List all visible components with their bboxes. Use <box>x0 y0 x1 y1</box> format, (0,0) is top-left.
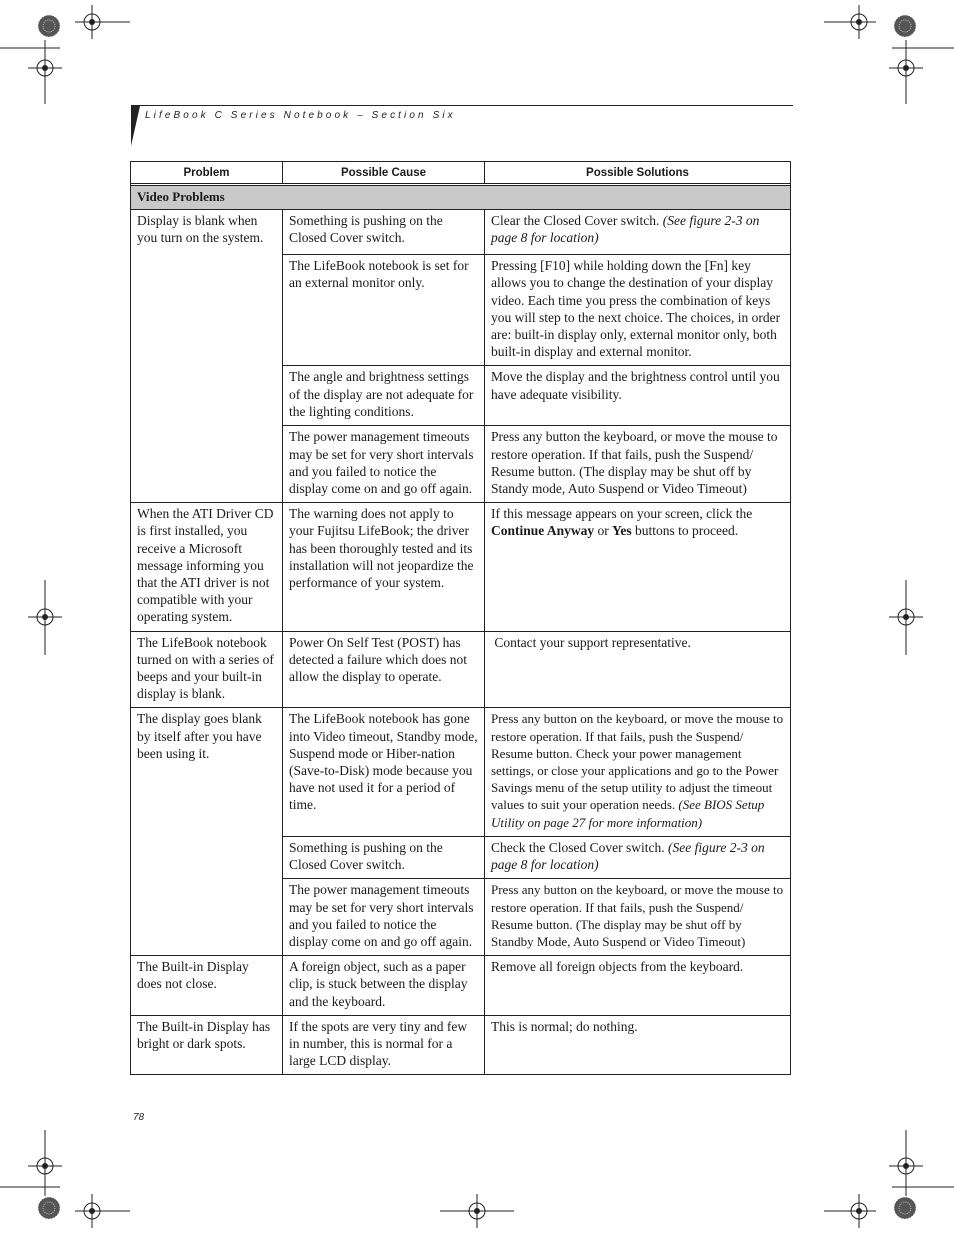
solution-reference: (See figure 2-3 on page 8 for location) <box>491 839 765 873</box>
table-row <box>131 1015 791 1075</box>
cause-cell: A foreign object, such as a paper clip, is stuck between the display and the keyboard. <box>283 956 485 1016</box>
registration-star-icon <box>894 1197 916 1219</box>
solution-text: If this message appears on your screen, click the <box>491 506 753 522</box>
cause-cell: The power management timeouts may be set for very short intervals and you failed to notice the display come on and go off again. <box>283 426 485 503</box>
problem-cell: The LifeBook notebook turned on with a series of beeps and your built-in display is blank. <box>131 631 283 708</box>
section-row <box>131 186 791 210</box>
solution-reference: (See figure 2-3 on page 8 for location) <box>491 213 760 246</box>
header-rule <box>131 105 793 106</box>
cause-cell: The angle and brightness settings of the display are not adequate for the lighting conditions. <box>283 366 485 426</box>
solution-cell: Pressing [F10] while holding down the [Fn] key allows you to change the destination of your display video. Each time you press the combination of keys you will step to the next choice. The choices, in order are: built-in display only, external monitor only, both built-in display and external monitor. <box>485 255 791 366</box>
problem-cell: The display goes blank by itself after you have been using it. <box>131 708 283 956</box>
problem-cell: When the ATI Driver CD is first installed, you receive a Microsoft message informing you that the ATI driver is not compatible with your operating system. <box>131 503 283 631</box>
cause-cell: The LifeBook notebook has gone into Video timeout, Standby mode, Suspend mode or Hiber-nation (Save-to-Disk) mode because you have not used it for a period of time. <box>283 708 485 836</box>
cause-cell: If the spots are very tiny and few in number, this is normal for a large LCD display. <box>283 1015 485 1075</box>
table-header-row <box>131 162 791 184</box>
solution-text: Press any button on the keyboard, or move the mouse to restore operation. If that fails, push the Suspend/ Resume button. Check your power management settings, or close your applications and go to the Power Savings menu of the setup utility to adjust the timeout values to suit your operation needs. <box>491 711 784 813</box>
problem-cell: The Built-in Display has bright or dark spots. <box>131 1015 283 1075</box>
yes-label: Yes <box>612 523 632 539</box>
solution-cell: This is normal; do nothing. <box>485 1015 791 1075</box>
cause-cell: Something is pushing on the Closed Cover switch. <box>283 210 485 255</box>
solution-cell <box>485 708 791 836</box>
running-header: LifeBook C Series Notebook – Section Six <box>145 110 456 121</box>
solution-cell: Press any button the keyboard, or move the mouse to restore operation. If that fails, push the Suspend/ Resume button. (The display may be shut off by Standy mode, Auto Suspend or Video Timeout) <box>485 426 791 503</box>
solution-text: Check the Closed Cover switch. <box>491 839 668 855</box>
column-header-solutions: Possible Solutions <box>485 162 791 184</box>
solution-cell: Remove all foreign objects from the keyboard. <box>485 956 791 1016</box>
cause-cell: The warning does not apply to your Fujitsu LifeBook; the driver has been thoroughly tested and its installation will not jeopardize the performance of your system. <box>283 503 485 631</box>
column-header-cause: Possible Cause <box>283 162 485 184</box>
solution-cell <box>485 836 791 878</box>
solution-text: Clear the Closed Cover switch. <box>491 213 663 229</box>
page-number: 78 <box>133 1112 145 1123</box>
troubleshooting-table <box>130 161 791 1075</box>
header-tab-marker <box>131 106 141 146</box>
cause-cell: Something is pushing on the Closed Cover switch. <box>283 836 485 878</box>
section-title: Video Problems <box>131 186 791 210</box>
solution-text: buttons to proceed. <box>631 523 739 539</box>
problem-cell: Display is blank when you turn on the system. <box>131 210 283 503</box>
cause-cell: The LifeBook notebook is set for an external monitor only. <box>283 255 485 366</box>
registration-star-icon <box>38 15 60 37</box>
cause-cell: The power management timeouts may be set for very short intervals and you failed to notice the display come on and go off again. <box>283 879 485 956</box>
problem-cell: The Built-in Display does not close. <box>131 956 283 1016</box>
cause-cell: Power On Self Test (POST) has detected a failure which does not allow the display to operate. <box>283 631 485 708</box>
solution-text: or <box>594 523 613 539</box>
solution-cell: Contact your support representative. <box>485 631 791 708</box>
table-row <box>131 503 791 631</box>
continue-anyway-label: Continue Anyway <box>491 523 595 539</box>
column-header-problem: Problem <box>131 162 283 184</box>
solution-cell: Press any button on the keyboard, or move the mouse to restore operation. If that fails, push the Suspend/ Resume button. (The display may be shut off by Standby Mode, Auto Suspend or Video Timeout) <box>485 879 791 956</box>
solution-cell: Move the display and the brightness control until you have adequate visibility. <box>485 366 791 426</box>
table-row <box>131 708 791 836</box>
table-row <box>131 631 791 708</box>
solution-cell <box>485 210 791 255</box>
solution-reference: (See BIOS Setup Utility on page 27 for more information) <box>491 797 765 830</box>
table-row <box>131 210 791 255</box>
solution-cell <box>485 503 791 631</box>
registration-star-icon <box>894 15 916 37</box>
table-row <box>131 956 791 1016</box>
registration-star-icon <box>38 1197 60 1219</box>
